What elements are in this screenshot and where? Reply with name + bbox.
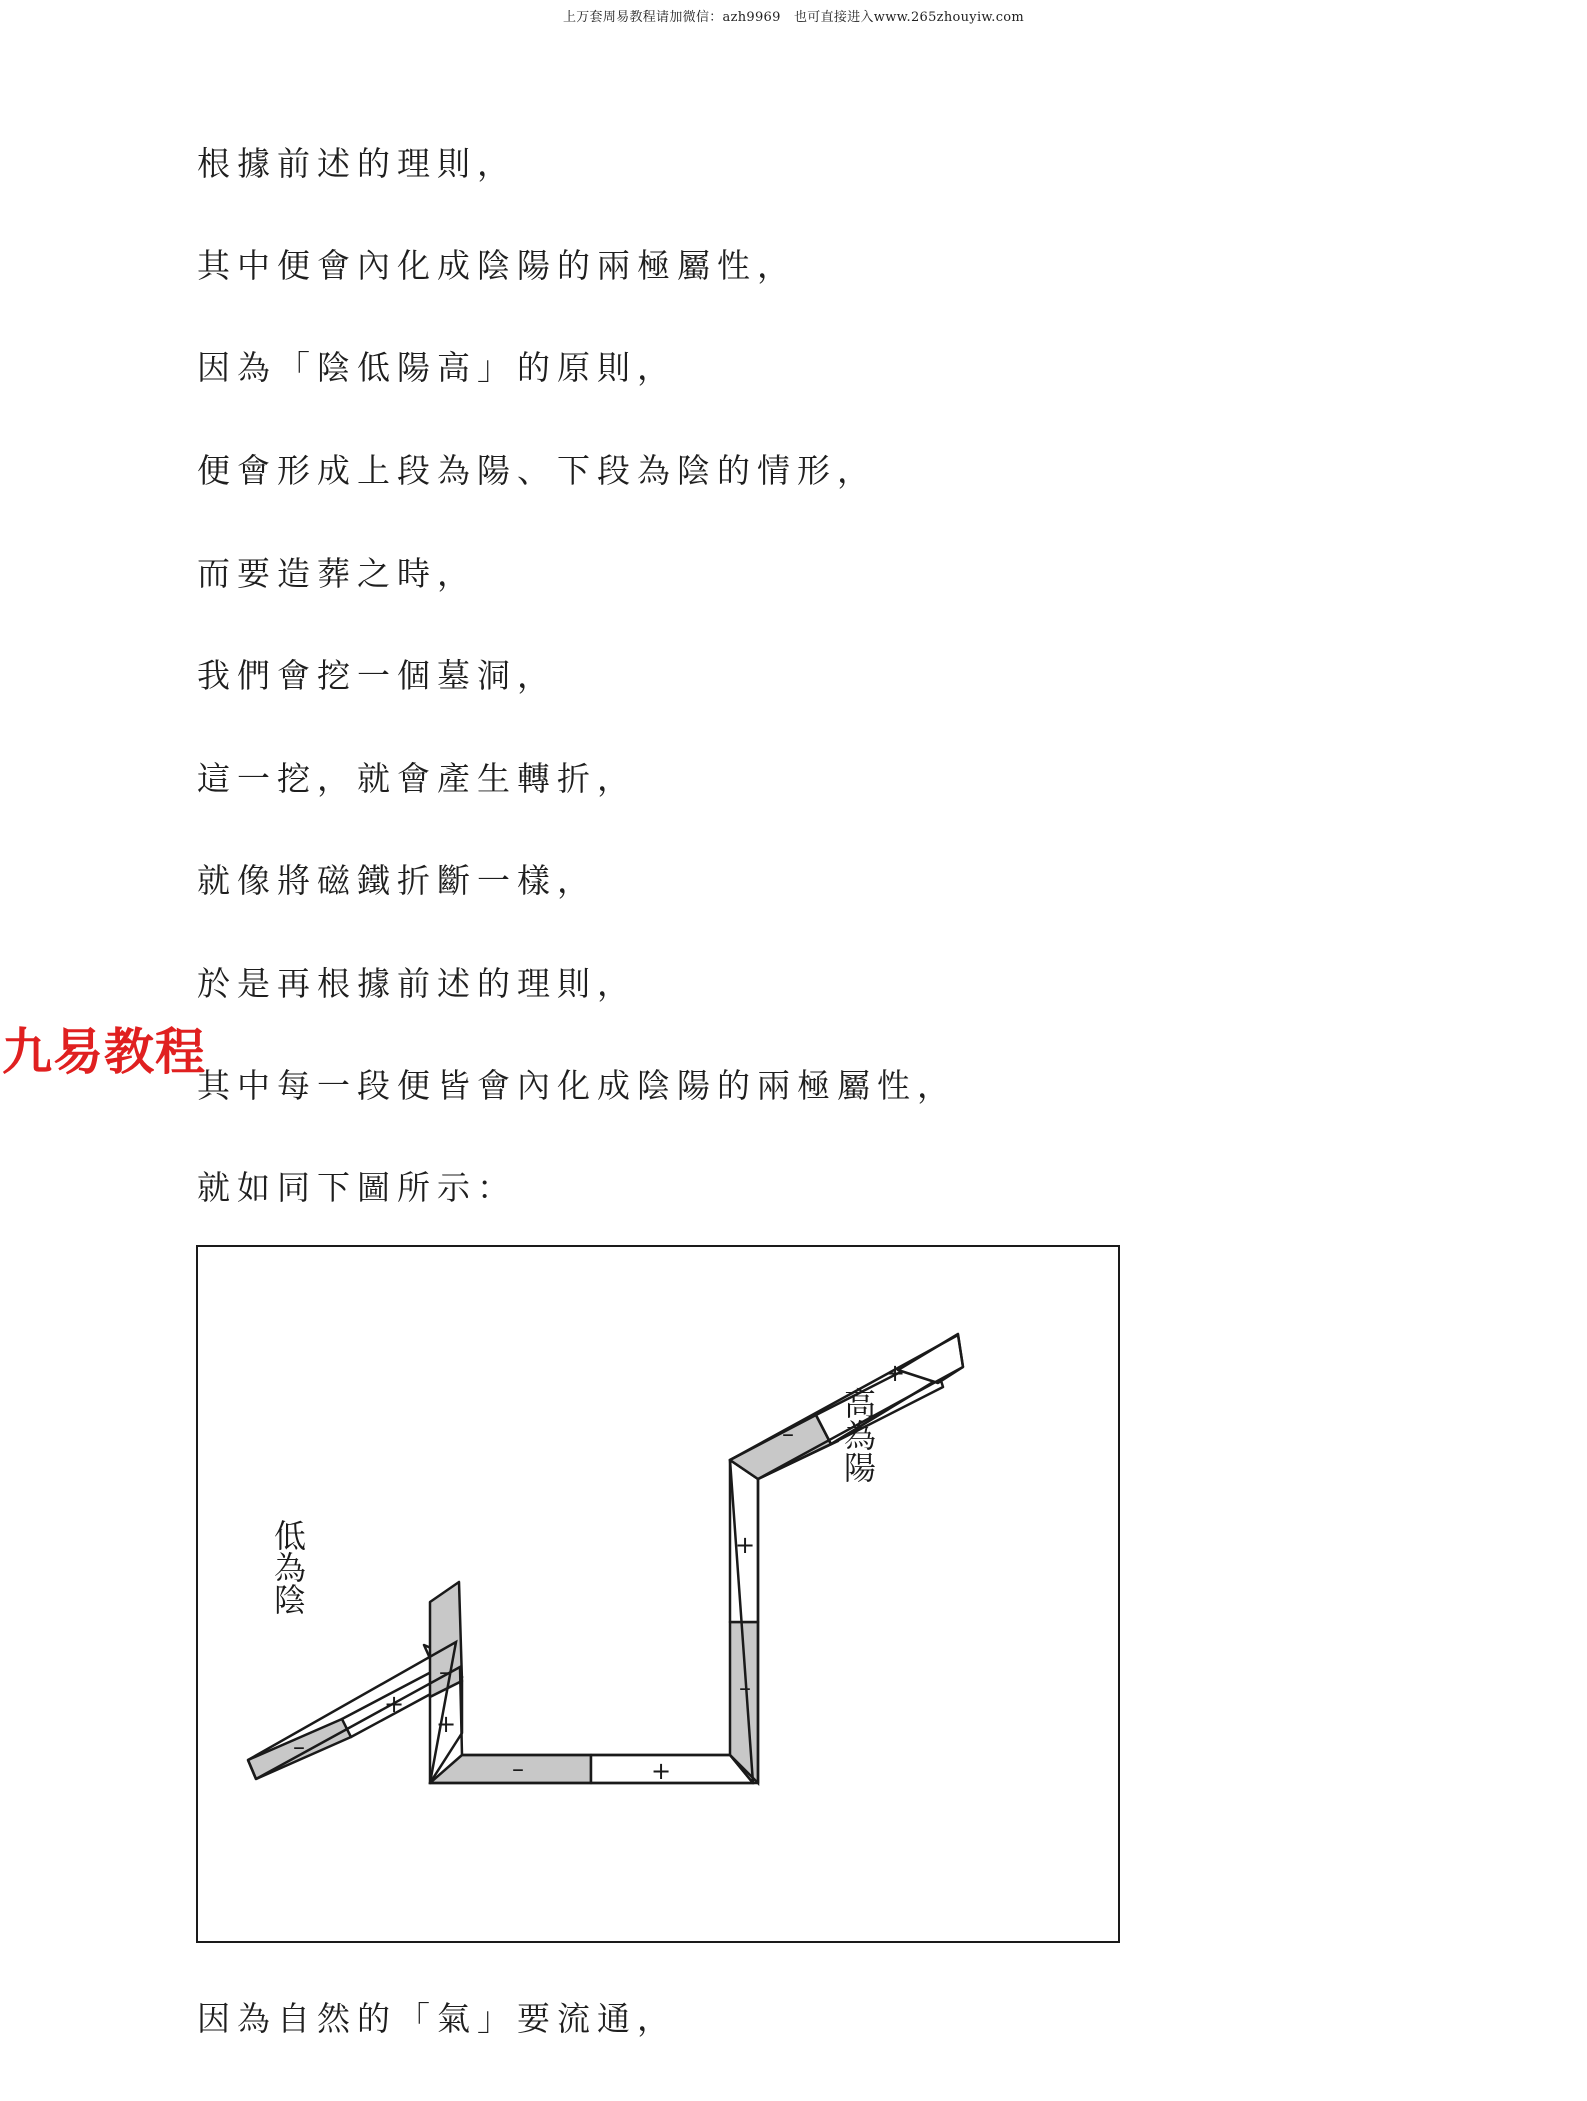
sign-plus-3: + bbox=[650, 1757, 672, 1785]
text-line-5: 而要造葬之時， bbox=[197, 554, 477, 593]
segment-3-minus bbox=[430, 1755, 591, 1783]
page-header: 上万套周易教程请加微信：azh9969 也可直接进入www.265zhouyiw.com bbox=[562, 10, 1025, 25]
sign-minus-3: – bbox=[512, 1755, 524, 1783]
right-label: 高為陽 bbox=[839, 1387, 877, 1483]
magnet-diagram bbox=[196, 1245, 1120, 1943]
text-line-2: 其中便會內化成陰陽的兩極屬性， bbox=[197, 246, 797, 285]
sign-minus-5: – bbox=[782, 1420, 794, 1448]
sign-minus-1: – bbox=[293, 1733, 305, 1761]
sign-plus-2: + bbox=[435, 1710, 457, 1738]
watermark-logo: 九易教程 bbox=[2, 1023, 206, 1081]
sign-minus-4: – bbox=[739, 1674, 751, 1702]
closing-text-line: 因為自然的「氣」要流通， bbox=[197, 1999, 677, 2038]
text-line-3: 因為「陰低陽高」的原則， bbox=[197, 348, 677, 387]
text-line-1: 根據前述的理則， bbox=[197, 144, 517, 183]
diagram-canvas bbox=[198, 1247, 1118, 1941]
text-line-4: 便會形成上段為陽、下段為陰的情形， bbox=[197, 451, 877, 490]
sign-plus-4: + bbox=[734, 1531, 756, 1559]
text-line-6: 我們會挖一個墓洞， bbox=[197, 656, 557, 695]
text-line-11: 就如同下圖所示： bbox=[197, 1168, 517, 1207]
text-line-8: 就像將磁鐵折斷一樣， bbox=[197, 861, 597, 900]
text-line-7: 這一挖，就會產生轉折， bbox=[197, 759, 637, 798]
text-line-10: 其中每一段便皆會內化成陰陽的兩極屬性， bbox=[197, 1066, 957, 1105]
sign-minus-2: – bbox=[439, 1658, 451, 1686]
text-line-9: 於是再根據前述的理則， bbox=[197, 964, 637, 1003]
sign-plus-1: + bbox=[383, 1690, 405, 1718]
sign-plus-5: + bbox=[884, 1359, 906, 1387]
segment-3-plus bbox=[591, 1755, 753, 1783]
left-label: 低為陰 bbox=[269, 1519, 307, 1615]
